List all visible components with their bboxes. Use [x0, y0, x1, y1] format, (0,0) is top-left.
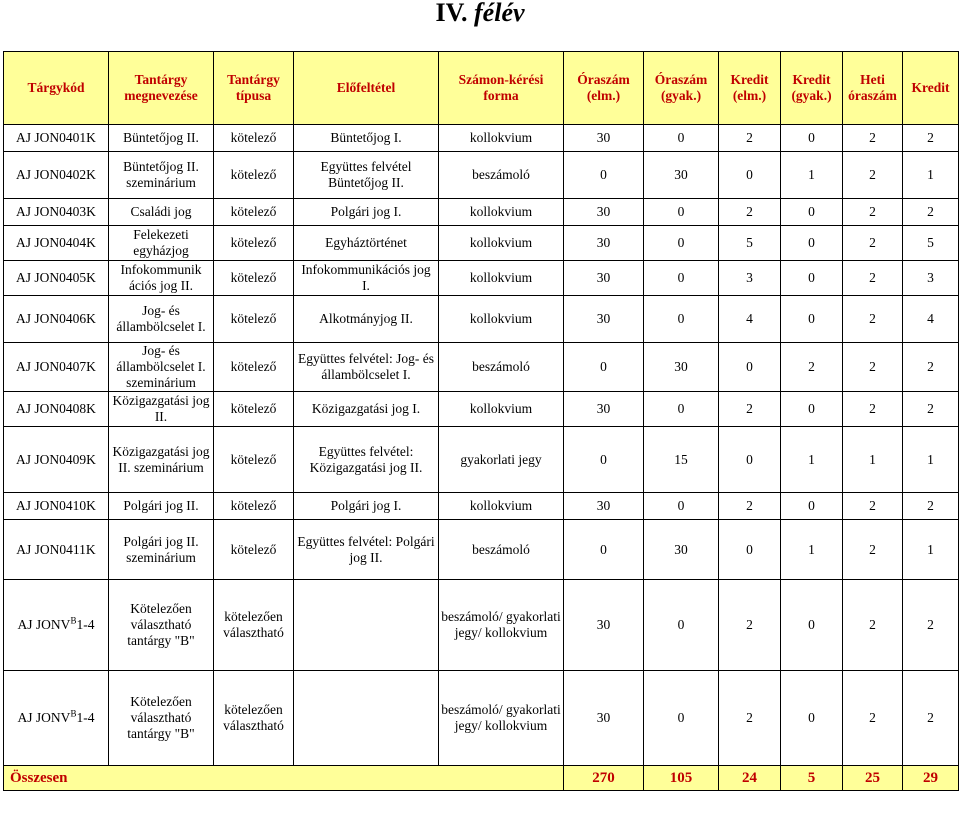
cell-type: kötelező — [214, 226, 294, 261]
cell-exam: beszámoló — [439, 520, 564, 580]
cell-num: 30 — [564, 226, 644, 261]
header-cell: Előfeltétel — [294, 52, 439, 125]
cell-prereq: Infokommunikációs jog I. — [294, 261, 439, 296]
cell-num: 30 — [564, 580, 644, 671]
cell-type: kötelező — [214, 427, 294, 493]
cell-exam: kollokvium — [439, 226, 564, 261]
table-row — [4, 343, 959, 392]
cell-num: 0 — [781, 125, 843, 152]
header-cell: Számon-kérési forma — [439, 52, 564, 125]
cell-num: 0 — [564, 343, 644, 392]
header-cell: Kredit (elm.) — [719, 52, 781, 125]
cell-name: Közigazgatási jog II. — [109, 392, 214, 427]
cell-prereq: Közigazgatási jog I. — [294, 392, 439, 427]
cell-num: 0 — [781, 580, 843, 671]
total-num: 105 — [644, 766, 719, 791]
header-row — [4, 52, 959, 125]
title-prefix: IV. — [435, 0, 475, 27]
cell-num: 0 — [719, 520, 781, 580]
cell-exam: beszámoló — [439, 343, 564, 392]
page-title — [0, 0, 960, 36]
cell-num: 0 — [719, 152, 781, 199]
cell-name: Büntetőjog II. — [109, 125, 214, 152]
table-row — [4, 520, 959, 580]
code-sup: B — [70, 615, 77, 626]
cell-num: 30 — [564, 493, 644, 520]
cell-num: 0 — [644, 296, 719, 343]
cell-name: Közigazgatási jog II. szeminárium — [109, 427, 214, 493]
cell-num: 1 — [781, 152, 843, 199]
cell-exam: kollokvium — [439, 296, 564, 343]
cell-code — [4, 671, 109, 766]
cell-code: AJ JON0407K — [4, 343, 109, 392]
cell-num: 2 — [719, 493, 781, 520]
cell-code: AJ JON0410K — [4, 493, 109, 520]
cell-prereq — [294, 580, 439, 671]
cell-prereq: Együttes felvétel: Jog- és állambölcselet I. — [294, 343, 439, 392]
cell-num: 1 — [843, 427, 903, 493]
cell-num: 2 — [843, 392, 903, 427]
cell-type: kötelező — [214, 199, 294, 226]
cell-num: 1 — [781, 520, 843, 580]
cell-name: Kötelezően választható tantárgy "B" — [109, 671, 214, 766]
header-cell: Kredit (gyak.) — [781, 52, 843, 125]
total-num: 24 — [719, 766, 781, 791]
cell-name: Jog- és állambölcselet I. — [109, 296, 214, 343]
code-prefix: AJ JONV — [17, 617, 71, 632]
header-cell: Óraszám (gyak.) — [644, 52, 719, 125]
cell-exam: beszámoló — [439, 152, 564, 199]
cell-num: 2 — [843, 261, 903, 296]
cell-type: kötelező — [214, 296, 294, 343]
cell-code: AJ JON0401K — [4, 125, 109, 152]
table-row — [4, 152, 959, 199]
cell-name: Felekezeti egyházjog — [109, 226, 214, 261]
cell-num: 30 — [564, 199, 644, 226]
cell-code: AJ JON0406K — [4, 296, 109, 343]
cell-num: 0 — [781, 493, 843, 520]
cell-code: AJ JON0405K — [4, 261, 109, 296]
code-prefix: AJ JONV — [17, 710, 71, 725]
cell-num: 2 — [843, 125, 903, 152]
cell-num: 0 — [644, 392, 719, 427]
cell-prereq: Alkotmányjog II. — [294, 296, 439, 343]
cell-num: 0 — [564, 427, 644, 493]
cell-prereq: Együttes felvétel Büntetőjog II. — [294, 152, 439, 199]
cell-num: 2 — [719, 199, 781, 226]
cell-type: kötelező — [214, 261, 294, 296]
cell-num: 2 — [843, 199, 903, 226]
cell-num: 2 — [843, 152, 903, 199]
cell-num: 15 — [644, 427, 719, 493]
total-row — [4, 766, 959, 791]
cell-prereq: Együttes felvétel: Polgári jog II. — [294, 520, 439, 580]
cell-type: kötelezően választható — [214, 671, 294, 766]
cell-num: 30 — [644, 152, 719, 199]
code-sup: B — [70, 708, 77, 719]
table-row — [4, 261, 959, 296]
cell-num: 1 — [903, 427, 959, 493]
cell-code: AJ JON0404K — [4, 226, 109, 261]
header-cell: Óraszám (elm.) — [564, 52, 644, 125]
cell-name: Polgári jog II. szeminárium — [109, 520, 214, 580]
cell-num: 4 — [719, 296, 781, 343]
cell-num: 2 — [843, 343, 903, 392]
cell-name: Családi jog — [109, 199, 214, 226]
table-row — [4, 226, 959, 261]
cell-code: AJ JON0403K — [4, 199, 109, 226]
cell-num: 0 — [644, 580, 719, 671]
cell-num: 0 — [564, 152, 644, 199]
cell-exam: kollokvium — [439, 261, 564, 296]
table-row — [4, 296, 959, 343]
title-italic: félév — [474, 0, 525, 27]
cell-num: 2 — [843, 580, 903, 671]
cell-num: 2 — [843, 296, 903, 343]
cell-num: 2 — [843, 493, 903, 520]
cell-num: 30 — [644, 343, 719, 392]
cell-num: 1 — [781, 427, 843, 493]
header-cell: Tantárgy megnevezése — [109, 52, 214, 125]
cell-prereq: Polgári jog I. — [294, 493, 439, 520]
cell-num: 5 — [719, 226, 781, 261]
cell-num: 30 — [564, 125, 644, 152]
total-num: 29 — [903, 766, 959, 791]
cell-num: 2 — [903, 392, 959, 427]
cell-exam: kollokvium — [439, 493, 564, 520]
cell-num: 2 — [903, 343, 959, 392]
cell-num: 2 — [843, 520, 903, 580]
cell-code: AJ JON0411K — [4, 520, 109, 580]
table-row — [4, 580, 959, 671]
cell-num: 1 — [903, 152, 959, 199]
cell-name: Infokommunik ációs jog II. — [109, 261, 214, 296]
cell-num: 2 — [719, 580, 781, 671]
cell-type: kötelező — [214, 152, 294, 199]
cell-num: 0 — [781, 392, 843, 427]
cell-num: 5 — [903, 226, 959, 261]
cell-num: 30 — [564, 296, 644, 343]
cell-num: 0 — [644, 261, 719, 296]
total-num: 25 — [843, 766, 903, 791]
cell-prereq: Egyháztörténet — [294, 226, 439, 261]
header-cell: Kredit — [903, 52, 959, 125]
cell-code: AJ JON0409K — [4, 427, 109, 493]
cell-num: 30 — [564, 671, 644, 766]
cell-num: 0 — [644, 226, 719, 261]
cell-code: AJ JON0408K — [4, 392, 109, 427]
cell-num: 0 — [644, 671, 719, 766]
cell-num: 0 — [781, 261, 843, 296]
cell-num: 1 — [903, 520, 959, 580]
cell-num: 30 — [564, 261, 644, 296]
cell-num: 2 — [781, 343, 843, 392]
cell-num: 2 — [903, 493, 959, 520]
cell-name: Kötelezően választható tantárgy "B" — [109, 580, 214, 671]
cell-num: 0 — [719, 427, 781, 493]
table-row — [4, 125, 959, 152]
cell-num: 2 — [903, 199, 959, 226]
cell-name: Büntetőjog II. szeminárium — [109, 152, 214, 199]
cell-num: 3 — [719, 261, 781, 296]
cell-num: 2 — [843, 671, 903, 766]
cell-prereq: Polgári jog I. — [294, 199, 439, 226]
cell-code: AJ JON0402K — [4, 152, 109, 199]
cell-exam: gyakorlati jegy — [439, 427, 564, 493]
header-cell: Heti óraszám — [843, 52, 903, 125]
total-label: Összesen — [4, 766, 564, 791]
cell-num: 0 — [781, 226, 843, 261]
cell-num: 30 — [644, 520, 719, 580]
cell-exam: beszámoló/ gyakorlati jegy/ kollokvium — [439, 580, 564, 671]
cell-type: kötelező — [214, 392, 294, 427]
cell-type: kötelezően választható — [214, 580, 294, 671]
cell-num: 0 — [781, 199, 843, 226]
cell-num: 0 — [781, 296, 843, 343]
cell-num: 0 — [644, 125, 719, 152]
cell-num: 0 — [644, 493, 719, 520]
cell-num: 2 — [719, 125, 781, 152]
cell-name: Polgári jog II. — [109, 493, 214, 520]
cell-name: Jog- és állambölcselet I. szeminárium — [109, 343, 214, 392]
table-row — [4, 199, 959, 226]
header-cell: Tantárgy típusa — [214, 52, 294, 125]
cell-num: 30 — [564, 392, 644, 427]
total-num: 5 — [781, 766, 843, 791]
cell-num: 2 — [903, 125, 959, 152]
code-suffix: 1-4 — [76, 617, 95, 632]
table-row — [4, 392, 959, 427]
cell-num: 0 — [564, 520, 644, 580]
cell-num: 0 — [644, 199, 719, 226]
cell-num: 2 — [843, 226, 903, 261]
curriculum-table — [3, 51, 959, 791]
cell-num: 3 — [903, 261, 959, 296]
cell-exam: kollokvium — [439, 125, 564, 152]
cell-type: kötelező — [214, 343, 294, 392]
cell-code — [4, 580, 109, 671]
cell-prereq — [294, 671, 439, 766]
cell-num: 0 — [719, 343, 781, 392]
table-row — [4, 427, 959, 493]
cell-num: 4 — [903, 296, 959, 343]
cell-type: kötelező — [214, 125, 294, 152]
cell-prereq: Együttes felvétel: Közigazgatási jog II. — [294, 427, 439, 493]
code-suffix: 1-4 — [76, 710, 95, 725]
cell-prereq: Büntetőjog I. — [294, 125, 439, 152]
cell-num: 2 — [719, 671, 781, 766]
cell-type: kötelező — [214, 493, 294, 520]
cell-exam: kollokvium — [439, 199, 564, 226]
total-num: 270 — [564, 766, 644, 791]
header-cell: Tárgykód — [4, 52, 109, 125]
cell-num: 2 — [903, 580, 959, 671]
cell-exam: kollokvium — [439, 392, 564, 427]
cell-num: 2 — [903, 671, 959, 766]
cell-num: 0 — [781, 671, 843, 766]
cell-num: 2 — [719, 392, 781, 427]
cell-type: kötelező — [214, 520, 294, 580]
table-row — [4, 493, 959, 520]
cell-exam: beszámoló/ gyakorlati jegy/ kollokvium — [439, 671, 564, 766]
table-row — [4, 671, 959, 766]
